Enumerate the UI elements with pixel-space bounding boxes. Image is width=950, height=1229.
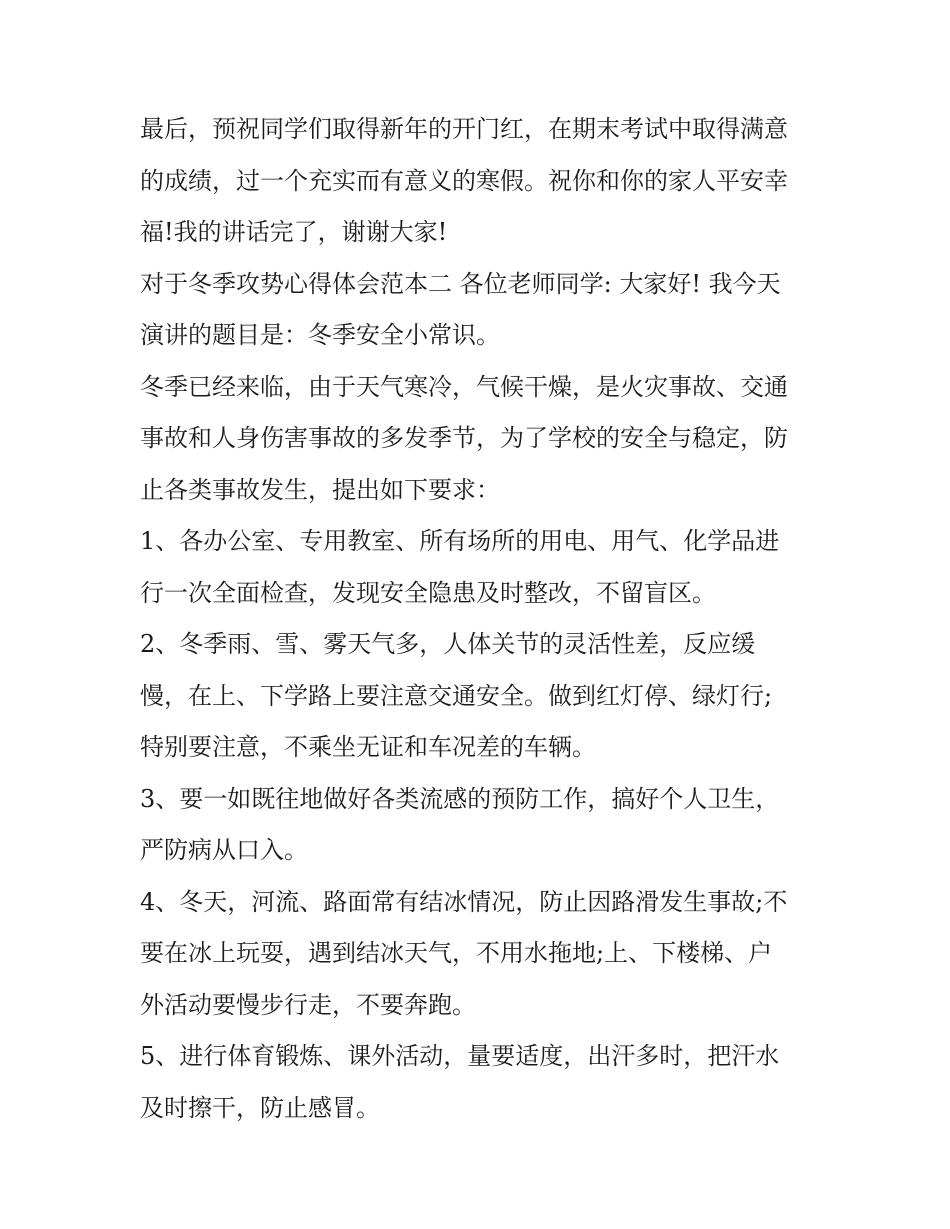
- text-line: 外活动要慢步行走，不要奔跑。: [140, 990, 476, 1019]
- text-line: 3、要一如既往地做好各类流感的预防工作，搞好个人卫生，: [140, 784, 780, 813]
- text-line: 及时擦干，防止感冒。: [140, 1093, 380, 1122]
- text-line: 福!我的讲话完了，谢谢大家!: [140, 218, 448, 246]
- text-line: 演讲的题目是：冬季安全小常识。: [140, 321, 500, 349]
- list-item-3: [140, 774, 820, 877]
- text-line: 事故和人身伤害事故的多发季节，为了学校的安全与稳定，防: [140, 424, 788, 452]
- text-line: 冬季已经来临，由于天气寒冷，气候干燥，是火灾事故、交通: [140, 372, 788, 401]
- text-line: 严防病从口入。: [140, 836, 308, 864]
- text-line: 慢，在上、下学路上要注意交通安全。做到红灯停、绿灯行;: [140, 681, 773, 710]
- list-item-1: [140, 516, 820, 619]
- text-line: 的成绩，过一个充实而有意义的寒假。祝你和你的家人平安幸: [140, 166, 788, 195]
- text-line: 4、冬天，河流、路面常有结冰情况，防止因路滑发生事故;不: [140, 887, 788, 916]
- list-item-5: [140, 1031, 820, 1134]
- list-item-2: [140, 619, 820, 774]
- text-line: 止各类事故发生，提出如下要求：: [140, 475, 500, 504]
- paragraph-closing-remarks: [140, 104, 820, 259]
- paragraph-speech-intro: [140, 259, 820, 362]
- text-line: 特别要注意，不乘坐无证和车况差的车辆。: [140, 733, 596, 761]
- list-item-4: [140, 877, 820, 1032]
- text-line: 行一次全面检查，发现安全隐患及时整改，不留盲区。: [140, 578, 716, 607]
- text-line: 最后，预祝同学们取得新年的开门红，在期末考试中取得满意: [140, 115, 788, 143]
- document-body: [140, 104, 820, 1134]
- text-line: 1、各办公室、专用教室、所有场所的用电、用气、化学品进: [140, 527, 780, 555]
- text-line: 2、冬季雨、雪、雾天气多，人体关节的灵活性差，反应缓: [140, 630, 756, 658]
- text-line: 对于冬季攻势心得体会范本二 各位老师同学: 大家好! 我今天: [140, 269, 781, 298]
- paragraph-winter-context: [140, 362, 820, 517]
- text-line: 5、进行体育锻炼、课外活动，量要适度，出汗多时，把汗水: [140, 1042, 780, 1070]
- text-line: 要在冰上玩耍，遇到结冰天气，不用水拖地;上、下楼梯、户: [140, 939, 773, 967]
